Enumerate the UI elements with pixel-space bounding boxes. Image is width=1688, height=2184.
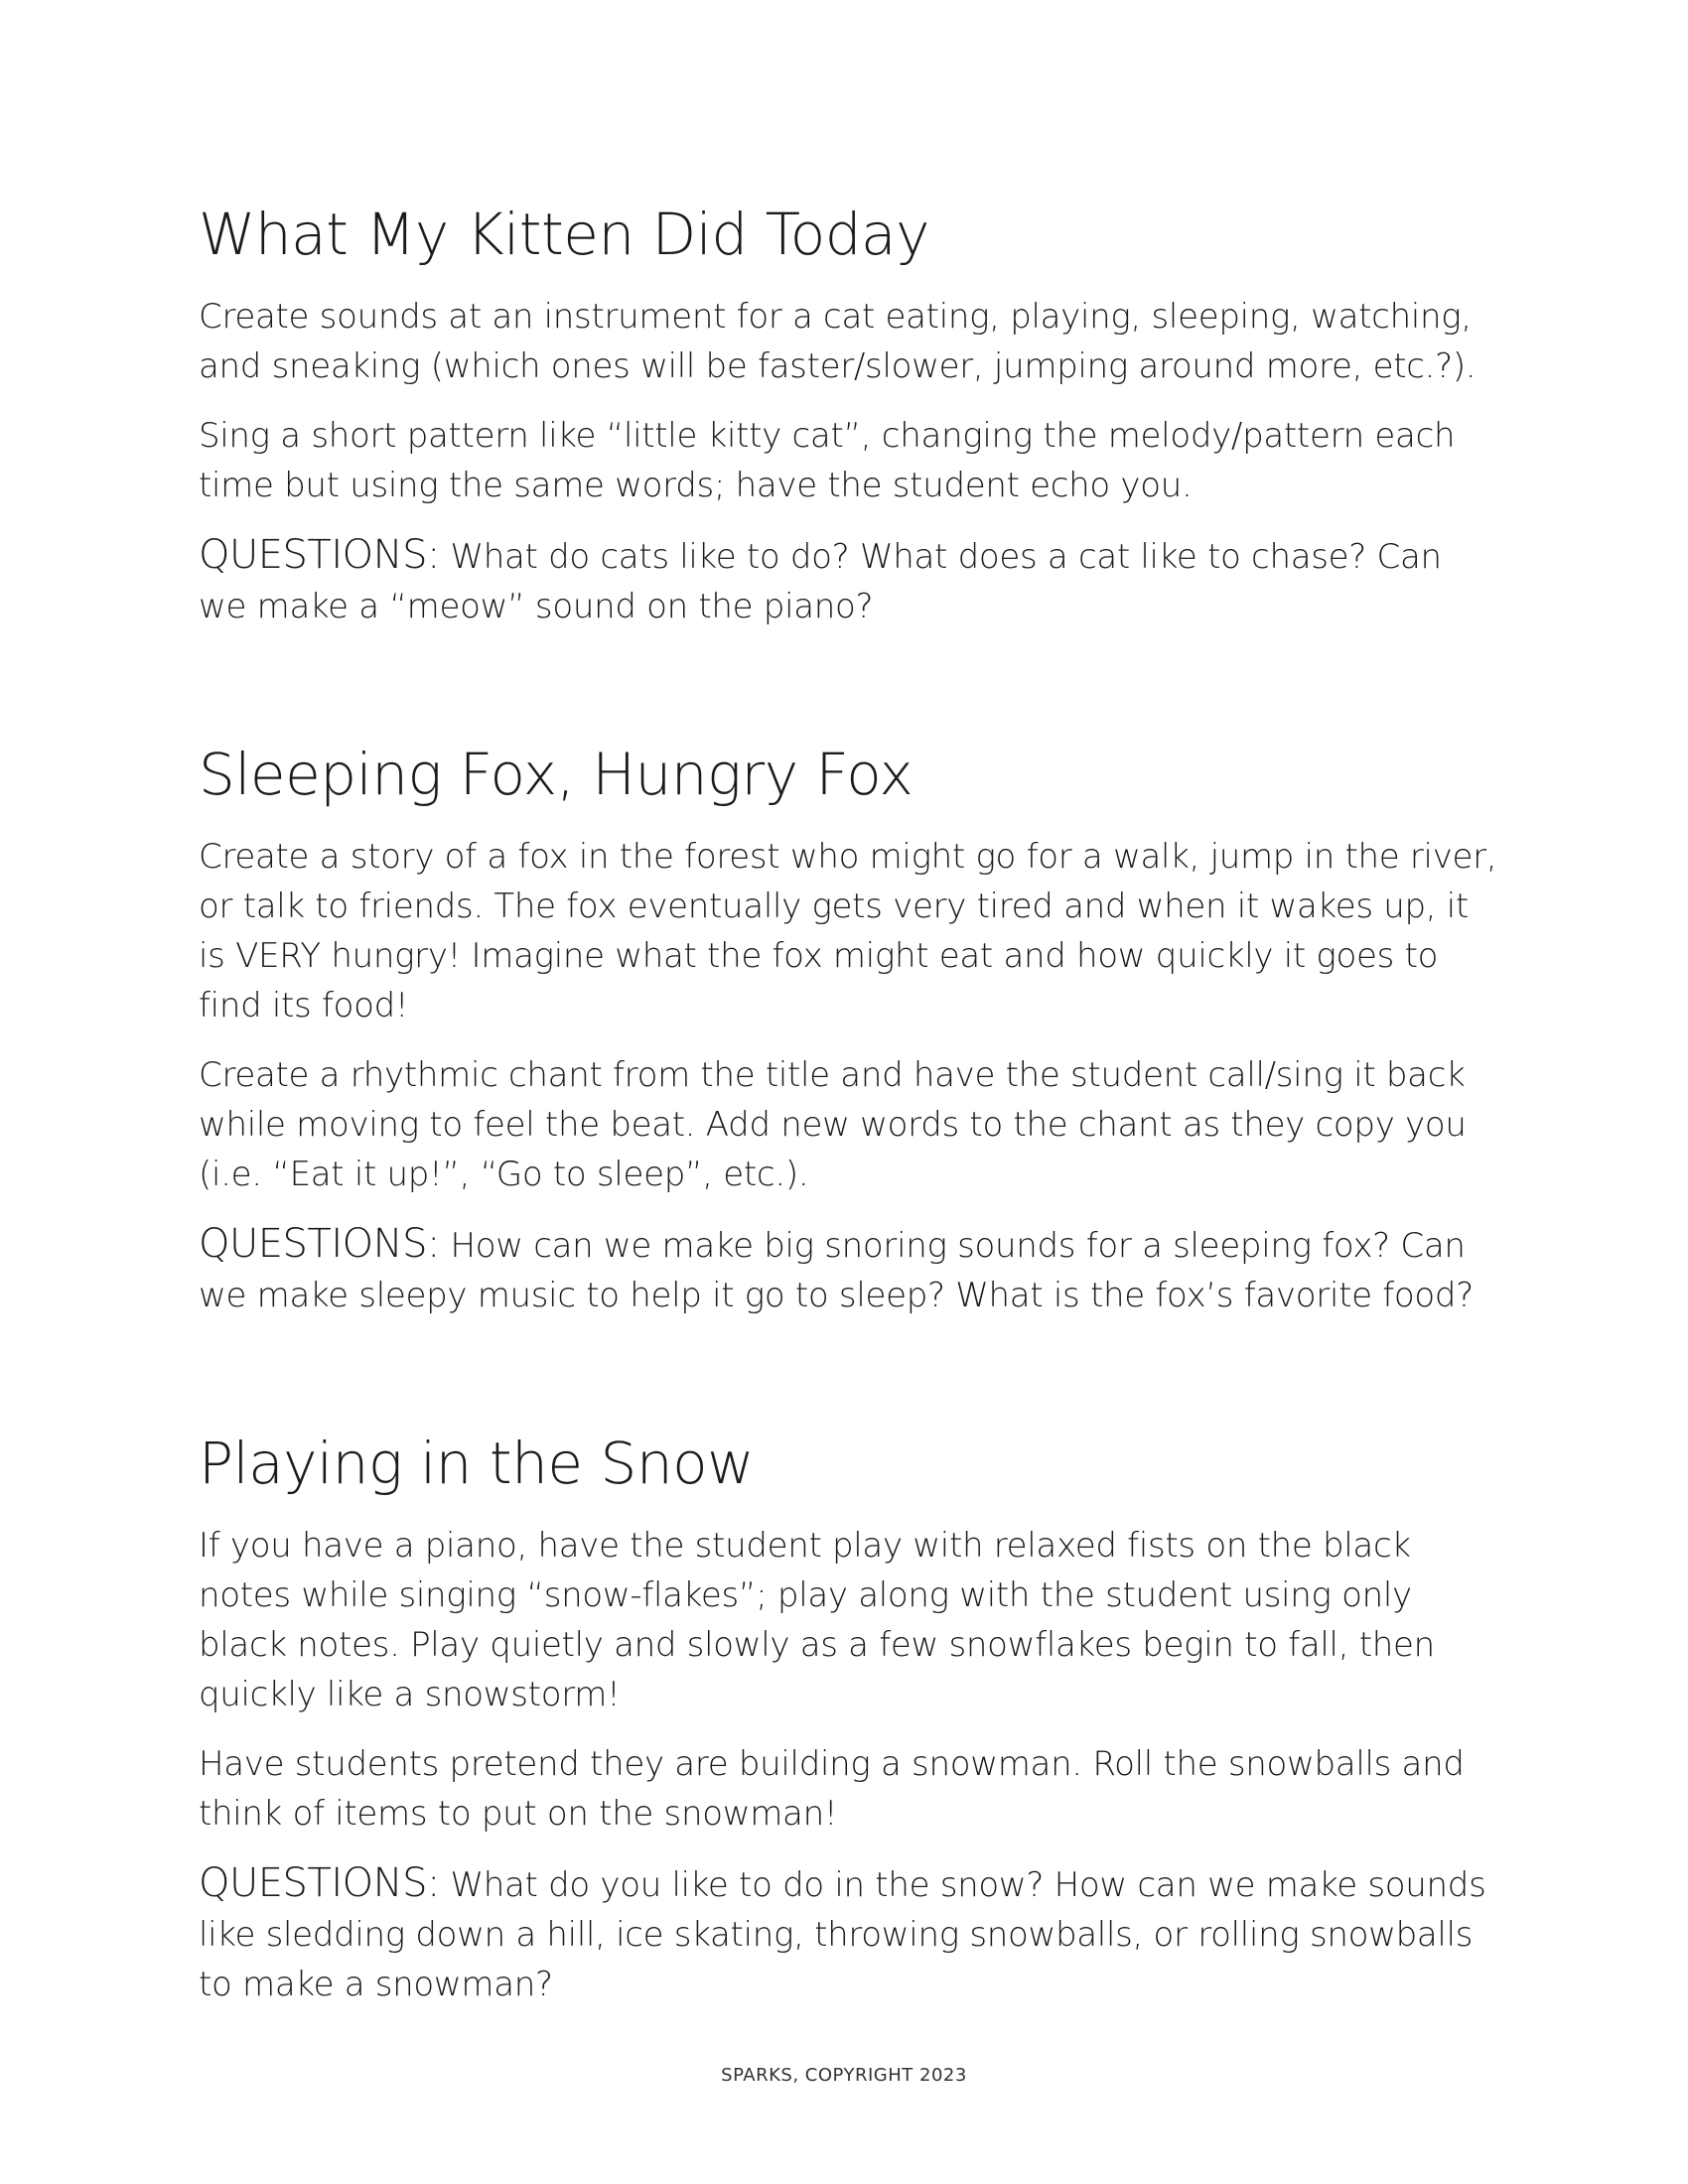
questions-paragraph (199, 1858, 1499, 2009)
section-kitten (199, 199, 1499, 631)
document-page (199, 199, 1499, 2029)
section-title: Playing in the Snow (199, 1430, 755, 1497)
questions-label: QUESTIONS: (199, 1860, 440, 1906)
paragraph: Sing a short pattern like “little kitty cat”, changing the melody/pattern each time but using the same words; have the student echo you. (199, 416, 1456, 505)
section-fox (199, 739, 1499, 1320)
questions-label: QUESTIONS: (199, 532, 440, 578)
questions-text: What do you like to do in the snow? How can we make sounds like sledding down a hill, ice skating, throwing snowballs, or rolling snowballs to make a snowman? (199, 1865, 1486, 2004)
section-title: Sleeping Fox, Hungry Fox (199, 741, 914, 808)
questions-paragraph (199, 1219, 1499, 1320)
paragraph: Create sounds at an instrument for a cat eating, playing, sleeping, watching, and sneaking (which ones will be faster/slower, jumping around more, etc.?). (199, 297, 1477, 386)
section-snow (199, 1428, 1499, 2009)
paragraph: Create a story of a fox in the forest who might go for a walk, jump in the river, or talk to friends. The fox eventually gets very tired and when it wakes up, it is VERY hungry! Imagine what the fox might eat and how quickly it goes to find its food! (199, 837, 1497, 1025)
questions-text: How can we make big snoring sounds for a sleeping fox? Can we make sleepy music to help it go to sleep? What is the fox’s favorite food? (199, 1226, 1474, 1315)
questions-text: What do cats like to do? What does a cat like to chase? Can we make a “meow” sound on the piano? (199, 537, 1442, 626)
questions-label: QUESTIONS: (199, 1221, 440, 1267)
paragraph: Create a rhythmic chant from the title and have the student call/sing it back while moving to feel the beat. Add new words to the chant as they copy you (i.e. “Eat it up!”, “Go to sleep”, etc.). (199, 1055, 1467, 1194)
paragraph: If you have a piano, have the student play with relaxed fists on the black notes while singing “snow-flakes”; play along with the student using only black notes. Play quietly and slowly as a few snowflakes begin to fall, then quickly like a snowstorm! (199, 1526, 1435, 1714)
paragraph: Have students pretend they are building a snowman. Roll the snowballs and think of items to put on the snowman! (199, 1744, 1465, 1834)
questions-paragraph (199, 530, 1499, 631)
footer-copyright: SPARKS, COPYRIGHT 2023 (721, 2065, 967, 2086)
section-title: What My Kitten Did Today (199, 201, 929, 268)
